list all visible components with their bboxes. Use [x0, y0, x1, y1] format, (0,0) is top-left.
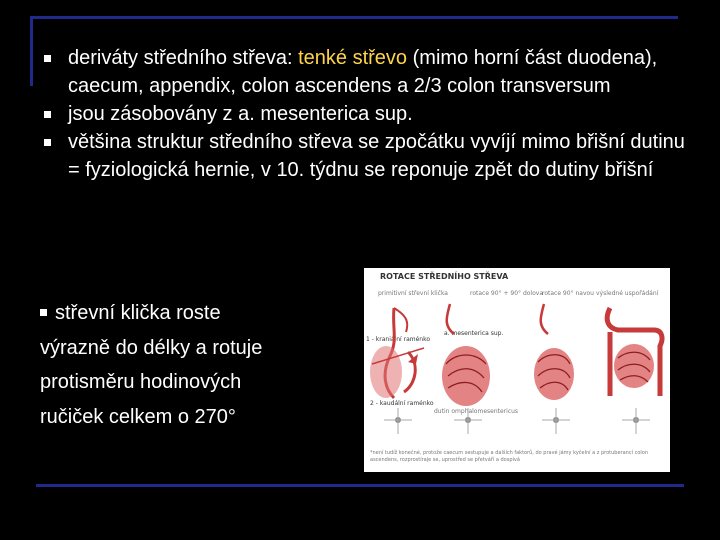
caption-omphalomesenteric: dutin omphalomesentericus: [434, 408, 519, 415]
caption-cranial-limb: 1 - kraniální raménko: [366, 336, 431, 343]
bullet-list: [38, 44, 698, 184]
bullet-item-supply: [38, 100, 698, 128]
intestine-rotation-drawing: [364, 268, 670, 472]
midgut-rotation-figure: [364, 268, 670, 472]
bullet-item-hernia: [38, 128, 698, 184]
bullet-text: většina struktur středního střeva se zpočátku vyvíjí mimo břišní dutinu = fyziologická hernie, v 10. týdnu se reponuje zpět do dutiny břišní: [68, 131, 685, 181]
rotation-line-2: výrazně do délky a rotuje: [40, 336, 263, 359]
rotation-line-1: střevní klička roste: [55, 302, 221, 324]
bullet-text: jsou zásobovány z a. mesenterica sup.: [68, 103, 413, 125]
rotation-line-4: ručiček celkem o 270°: [40, 405, 236, 428]
caption-rotation-180: rotace 90° + 90° dolova: [470, 290, 543, 297]
bullet-item-derivatives: [38, 44, 698, 100]
caption-caudal-limb: 2 - kaudální raménko: [370, 400, 434, 407]
bullet-square-icon: [44, 55, 51, 62]
primitive-loop-panel: [370, 308, 424, 434]
bullet-square-icon: [40, 309, 47, 316]
rotation-90-panel: [534, 304, 574, 434]
caption-final: výsledné uspořádání: [596, 290, 659, 297]
bullet-highlight: tenké střevo: [298, 47, 408, 69]
frame-left-line: [30, 16, 33, 86]
bullet-square-icon: [44, 139, 51, 146]
final-arrangement-panel: [607, 308, 662, 434]
frame-bottom-line: [36, 484, 684, 487]
caption-rotation-90: rotace 90° navou: [542, 290, 594, 297]
bullet-text-suffix: (mimo horní část duodena), caecum, appendix, colon ascendens a 2/3 colon transversum: [68, 47, 658, 97]
bullet-text-prefix: deriváty středního střeva:: [68, 47, 299, 69]
figure-footnote: *není tudíž konečné, protože caecum sestupuje a dalších faktorů, do pravé jámy kyčelní a z protuberancí colon ascendens, rozprostíraje se, uprostřed se přetváří a dospívá: [370, 450, 649, 463]
rotation-line-3: protisměru hodinových: [40, 371, 242, 394]
bullet-square-icon: [44, 111, 51, 118]
caption-primitive-loop: primitivní střevní klička: [378, 290, 448, 297]
bullet-item-rotation: [40, 296, 340, 434]
caption-mesenterica: a. mesenterica sup.: [444, 330, 504, 337]
frame-top-line: [30, 16, 678, 19]
figure-title: ROTACE STŘEDNÍHO STŘEVA: [380, 272, 509, 281]
rotation-180-panel: [442, 304, 490, 434]
